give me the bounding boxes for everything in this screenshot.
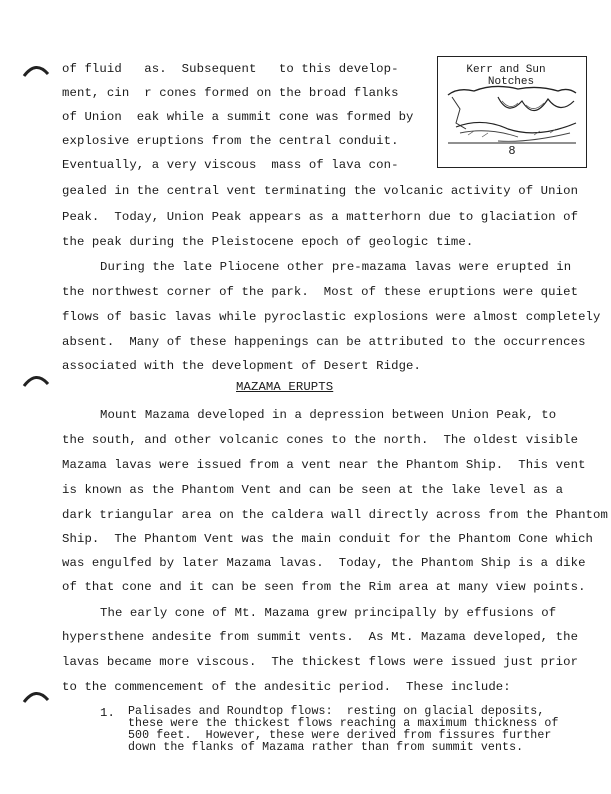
- paragraph-line: to the commencement of the andesitic period. These include:: [62, 680, 511, 694]
- figure-box: [437, 56, 587, 168]
- list-item-line: these were the thickest flows reaching a maximum thickness of: [128, 717, 559, 730]
- list-item-number: 1.: [100, 706, 115, 720]
- paragraph-line: the northwest corner of the park. Most of these eruptions were quiet: [62, 285, 579, 299]
- paragraph-line: Peak. Today, Union Peak appears as a matterhorn due to glaciation of: [62, 210, 579, 224]
- paragraph-line: Mazama lavas were issued from a vent near the Phantom Ship. This vent: [62, 458, 586, 472]
- paragraph-line: lavas became more viscous. The thickest flows were issued just prior: [62, 655, 579, 669]
- paragraph-line: was engulfed by later Mazama lavas. Today, the Phantom Ship is a dike: [62, 556, 586, 570]
- paragraph-line: the peak during the Pleistocene epoch of geologic time.: [62, 235, 474, 249]
- paragraph-line: of fluid as. Subsequent to this develop-: [62, 62, 399, 76]
- binder-hole-mark-icon: [22, 62, 50, 78]
- list-item-line: Palisades and Roundtop flows: resting on glacial deposits,: [128, 705, 545, 718]
- figure-caption-line-2: Notches: [487, 76, 535, 88]
- paragraph-line: the south, and other volcanic cones to the north. The oldest visible: [62, 433, 579, 447]
- list-item-line: down the flanks of Mazama rather than from summit vents.: [128, 741, 524, 754]
- paragraph-line: dark triangular area on the caldera wall directly across from the Phantom: [62, 508, 608, 522]
- figure-number: 8: [508, 144, 516, 158]
- list-item-line: 500 feet. However, these were derived from fissures further: [128, 729, 552, 742]
- paragraph-line: flows of basic lavas while pyroclastic explosions were almost completely: [62, 310, 601, 324]
- binder-hole-mark-icon: [22, 688, 50, 704]
- paragraph-line: associated with the development of Desert Ridge.: [62, 359, 422, 373]
- paragraph-line: is known as the Phantom Vent and can be seen at the lake level as a: [62, 483, 564, 497]
- paragraph-line: absent. Many of these happenings can be attributed to the occurrences: [62, 335, 586, 349]
- paragraph-line: ment, cin r cones formed on the broad flanks: [62, 86, 399, 100]
- paragraph-line: hypersthene andesite from summit vents. As Mt. Mazama developed, the: [62, 630, 579, 644]
- paragraph-line: of Union eak while a summit cone was formed by: [62, 110, 414, 124]
- paragraph-line: During the late Pliocene other pre-mazama lavas were erupted in: [100, 260, 572, 274]
- paragraph-line: of that cone and it can be seen from the Rim area at many view points.: [62, 580, 586, 594]
- binder-hole-mark-icon: [22, 372, 50, 388]
- paragraph-line: The early cone of Mt. Mazama grew principally by effusions of: [100, 606, 557, 620]
- section-heading: MAZAMA ERUPTS: [236, 380, 334, 394]
- paragraph-line: gealed in the central vent terminating the volcanic activity of Union: [62, 184, 579, 198]
- figure-caption-line-1: Kerr and Sun: [466, 64, 546, 76]
- paragraph-line: Eventually, a very viscous mass of lava con-: [62, 158, 399, 172]
- paragraph-line: explosive eruptions from the central conduit.: [62, 134, 399, 148]
- paragraph-line: Mount Mazama developed in a depression between Union Peak, to: [100, 408, 557, 422]
- paragraph-line: Ship. The Phantom Vent was the main conduit for the Phantom Cone which: [62, 532, 594, 546]
